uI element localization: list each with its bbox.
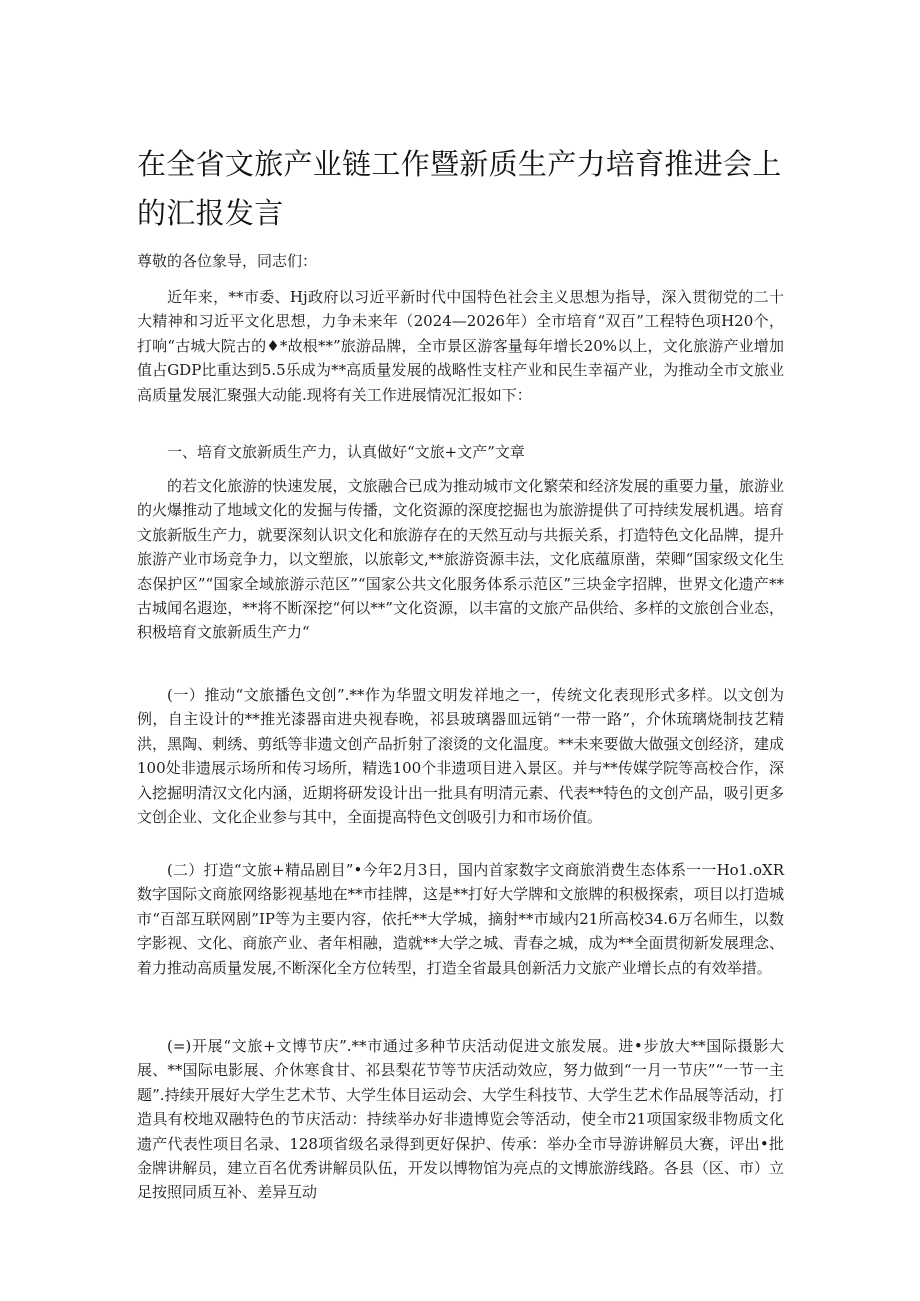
section-1-paragraph: 的若文化旅游的快速发展，文旅融合已成为推动城市文化繁荣和经济发展的重要力量，旅游业的火爆推动了地域文化的发掘与传播，文化资源的深度挖掘也为旅游提供了可持续发展机遇。培育文旅新版生产力，就要深刻认识文化和旅游存在的天然互动与共振关系，打造特色文化品牌，提升旅游产业市场竞争力，以文塑旅，以旅彰文,**旅游资源丰法，文化底蕴原凿，荣卿“国家级文化生态保护区”“国家全域旅游示范区”“国家公共文化服务体系示范区”三块金字招牌，世界文化遗产**古城闻名遐迩，**将不断深挖“何以**”文化资源，以丰富的文旅产品供给、多样的文旅创合业态，积极培育文旅新质生产力“: [137, 477, 784, 642]
salutation: 尊敬的各位象导，同志们：: [137, 252, 318, 270]
section-heading-1: 一、培育文旅新质生产力，认真做好“文旅+文产”文章: [167, 443, 525, 461]
document-title: 在全省文旅产业链工作暨新质生产力培育推进会上的汇报发言: [137, 147, 782, 230]
item-2-paragraph: (二）打造“文旅+精品剧目”•今年2月3日，国内首家数字文商旅消费生态体系一一Ho1.oXR数字国际文商旅网络影视基地在**市挂牌，这是**打好大学牌和文旅牌的积极探索，项目以打造城市“百部互联网剧”IP等为主要内容，依托**大学城，摘射**市域内21所高校34.6万名师生，以数字影视、文化、商旅产业、者年相融，造就**大学之城、青春之城，成为**全面贯彻新发展理念、着力推动高质量发展,不断深化全方位转型，打造全省最具创新活力文旅产业增长点的有效举措。: [137, 861, 784, 977]
item-3-paragraph: (=)开展“文旅+文博节庆”.**市通过多种节庆活动促进文旅发展。进•步放大**国际摄影大展、**国际电影展、介休寒食甘、祁县梨花节等节庆活动效应，努力做到“一月一节庆”“一节一主题”.持续开展好大学生艺术节、大学生体目运动会、大学生科技节、大学生艺术作品展等活动，打造具有校地双融特色的节庆活动：持续举办好非遗博览会等活动，使全市21项国家级非物质文化遗产代表性项目名录、128项省级名录得到更好保护、传承：举办全市导游讲解员大赛，评出•批金牌讲解员，建立百名优秀讲解员队伍，开发以博物馆为亮点的文博旅游线路。各县（区、市）立足按照同质互补、差异互动: [137, 1037, 784, 1202]
item-1-paragraph: (一）推动“文旅播色文创”.**作为华盟文明发祥地之一，传统文化表现形式多样。以文创为例，自主设计的**推光漆器亩进央视春晚，祁县玻璃器皿远销“一带一路”，介休琉璃烧制技艺精洪，黑陶、剌绣、剪纸等非遗文创产品折射了滚烫的文化温度。**未来要做大做强文创经济，建成100处非遗展示场所和传习场所，精选100个非遗项目进入景区。并与**传媒学院等高校合作，深入挖掘明清汉文化内涵，近期将研发设计出一批具有明清元素、代表**特色的文创产品，吸引更多文创企业、文化企业参与其中，全面提高特色文创吸引力和市场价值。: [137, 686, 784, 827]
intro-paragraph: 近年来，**市委、Hj政府以习近平新时代中国特色社会主义思想为指导，深入贯彻党的二十大精神和习近平文化思想，力争未来年（2024—2026年）全市培育“双百”工程特色项H20个，打响“古城大院古的♦*故根**”旅游品牌，全市景区游客量每年增长20%以上，文化旅游产业增加值占GDP比重达到5.5乐成为**高质量发展的战略性支柱产业和民生幸福产业，为推动全市文旅业高质量发展汇聚强大动能.现将有关工作进展情况汇报如下：: [137, 288, 784, 404]
